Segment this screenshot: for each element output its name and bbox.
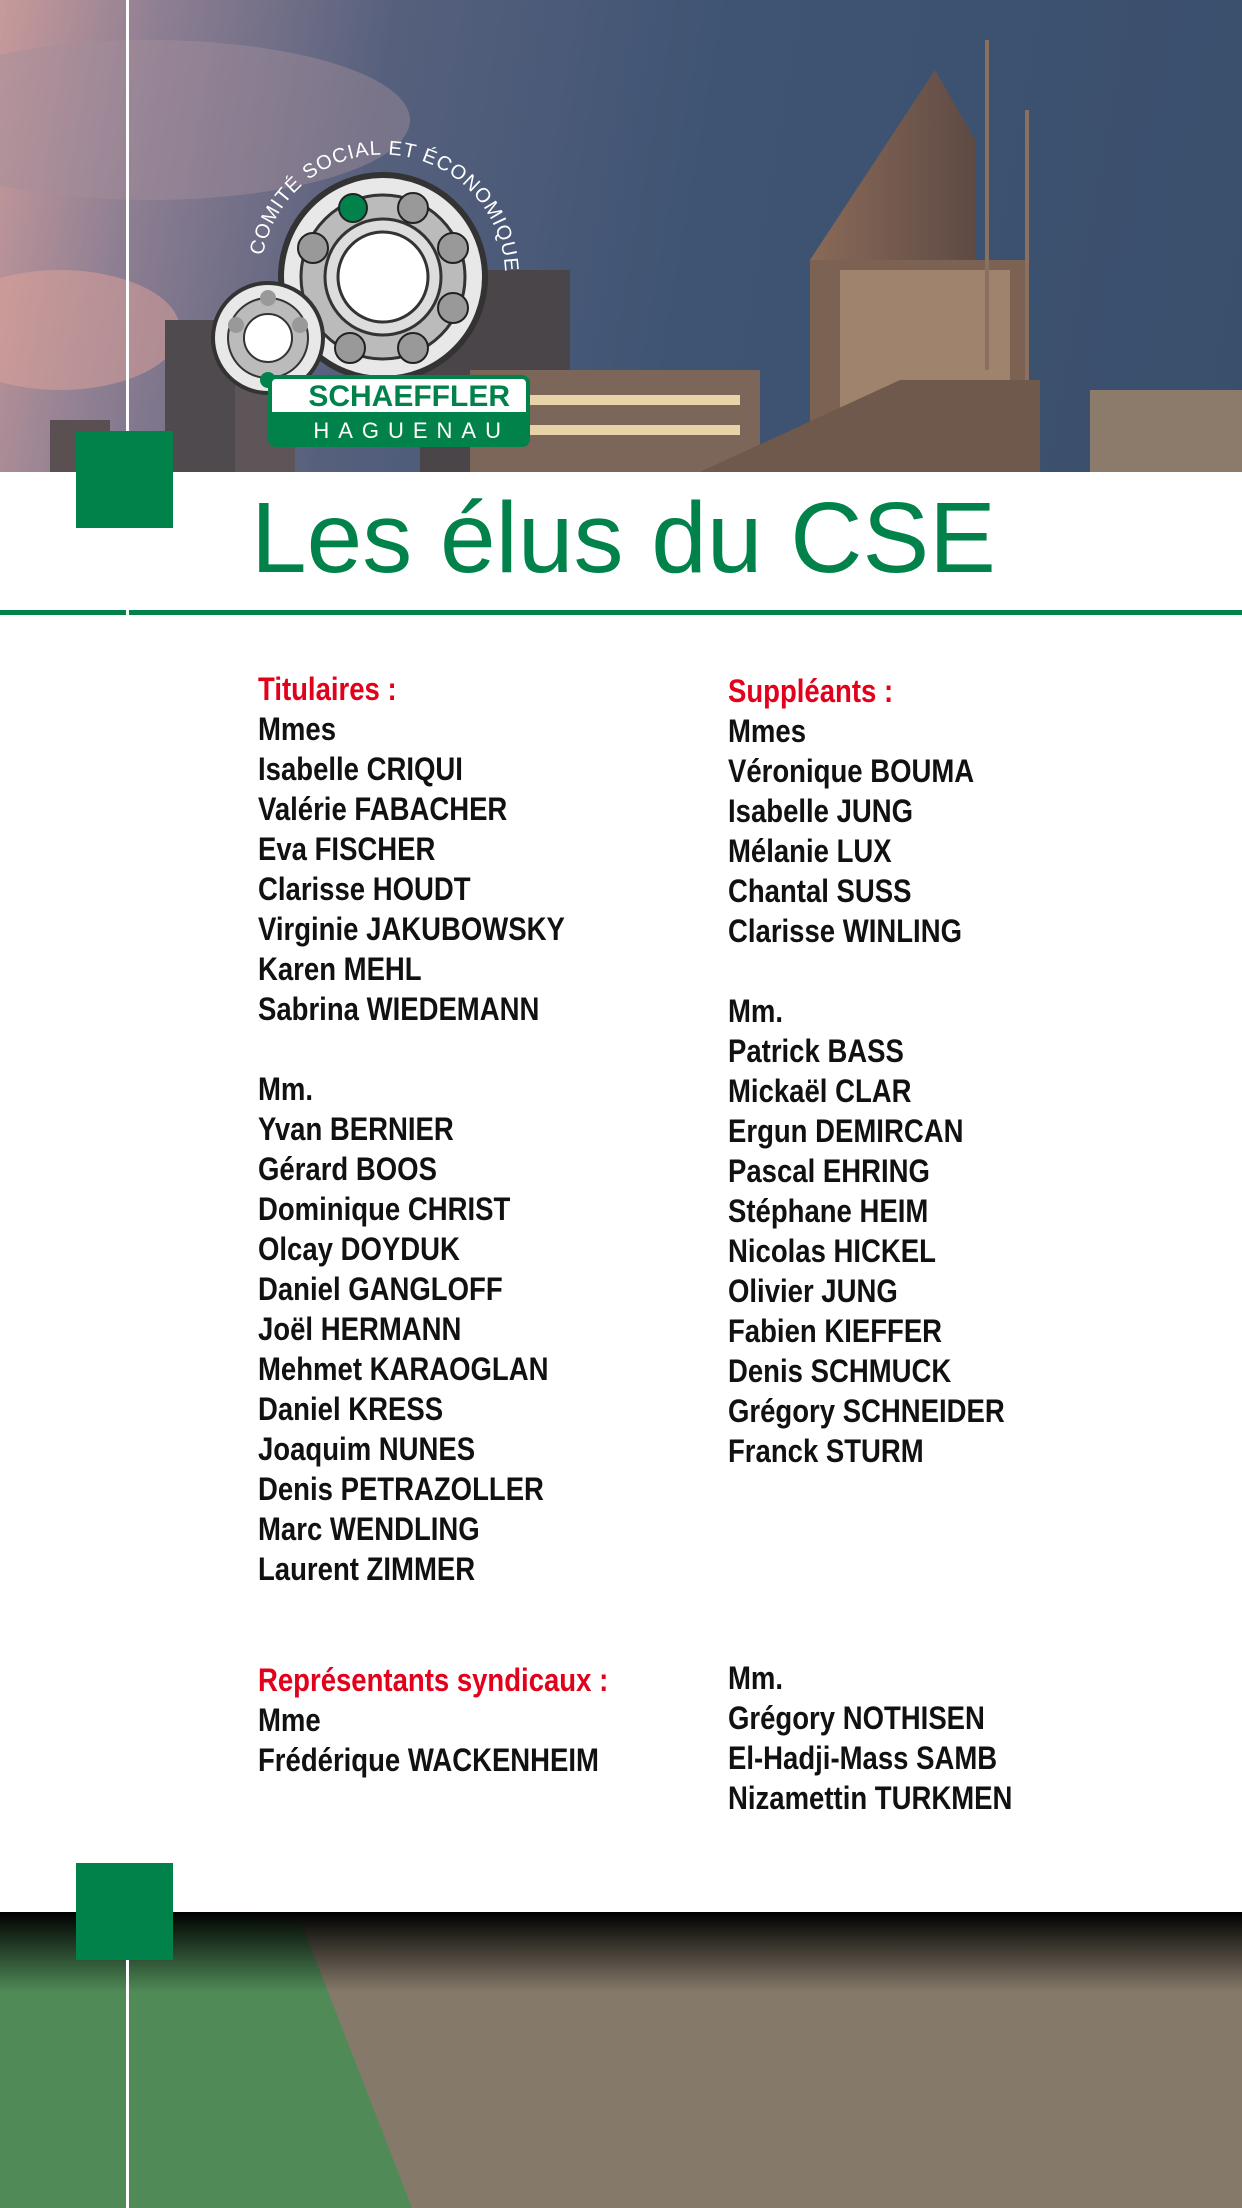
- logo-site: HAGUENAU: [313, 418, 510, 443]
- member-name: Daniel KRESS: [258, 1391, 444, 1427]
- group-label: Mmes: [258, 711, 337, 747]
- footer-ground-photo: [0, 1912, 1242, 2208]
- member-name: Franck STURM: [728, 1433, 924, 1469]
- member-name: Dominique CHRIST: [258, 1191, 511, 1227]
- member-name: Olcay DOYDUK: [258, 1231, 460, 1267]
- representants-column-women: [258, 1660, 665, 1780]
- suppleants-column: [728, 671, 1050, 1471]
- titulaires-column: [258, 669, 615, 1589]
- member-name: Valérie FABACHER: [258, 791, 508, 827]
- page-title: Les élus du CSE: [251, 482, 996, 594]
- member-name: Yvan BERNIER: [258, 1111, 454, 1147]
- member-name: Mélanie LUX: [728, 833, 892, 869]
- logo-brand: SCHAEFFLER: [308, 380, 510, 413]
- member-name: Véronique BOUMA: [728, 753, 975, 789]
- shadow: [0, 1912, 1242, 1992]
- member-name: Joaquim NUNES: [258, 1431, 476, 1467]
- representants-column-men: [728, 1658, 1059, 1818]
- member-name: Chantal SUSS: [728, 873, 912, 909]
- group-label: Mmes: [728, 713, 807, 749]
- member-name: Daniel GANGLOFF: [258, 1271, 503, 1307]
- member-name: Grégory NOTHISEN: [728, 1700, 985, 1736]
- city-skyline: [0, 0, 1242, 472]
- spacer: [728, 951, 1005, 991]
- decorative-green-square-bottom: [76, 1863, 173, 1960]
- member-name: Stéphane HEIM: [728, 1193, 929, 1229]
- member-name: Mickaël CLAR: [728, 1073, 912, 1109]
- member-name: El-Hadji-Mass SAMB: [728, 1740, 998, 1776]
- member-name: Clarisse WINLING: [728, 913, 962, 949]
- member-name: Laurent ZIMMER: [258, 1551, 476, 1587]
- header-city-photo: [0, 0, 1242, 472]
- section-heading: Représentants syndicaux :: [258, 1662, 609, 1698]
- decorative-green-square-top: [76, 431, 173, 528]
- member-name: Denis SCHMUCK: [728, 1353, 952, 1389]
- title-divider: [0, 610, 1242, 615]
- section-heading: Suppléants :: [728, 673, 894, 709]
- member-name: Nicolas HICKEL: [728, 1233, 936, 1269]
- member-name: Joël HERMANN: [258, 1311, 462, 1347]
- member-name: Fabien KIEFFER: [728, 1313, 943, 1349]
- spacer: [258, 1029, 565, 1069]
- member-name: Eva FISCHER: [258, 831, 436, 867]
- member-name: Virginie JAKUBOWSKY: [258, 911, 565, 947]
- member-name: Denis PETRAZOLLER: [258, 1471, 544, 1507]
- member-name: Sabrina WIEDEMANN: [258, 991, 540, 1027]
- group-label: Mm.: [728, 1660, 784, 1696]
- member-name: Isabelle CRIQUI: [258, 751, 463, 787]
- member-name: Karen MEHL: [258, 951, 422, 987]
- member-name: Olivier JUNG: [728, 1273, 898, 1309]
- member-name: Gérard BOOS: [258, 1151, 437, 1187]
- logo-ring-text: COMITÉ SOCIAL ET ÉCONOMIQUE: [246, 137, 523, 273]
- member-name: Ergun DEMIRCAN: [728, 1113, 964, 1149]
- section-heading: Titulaires :: [258, 671, 397, 707]
- member-name: Patrick BASS: [728, 1033, 904, 1069]
- group-label: Mm.: [258, 1071, 314, 1107]
- cse-schaeffler-logo: [200, 128, 560, 462]
- member-name: Frédérique WACKENHEIM: [258, 1742, 599, 1778]
- member-name: Clarisse HOUDT: [258, 871, 471, 907]
- member-name: Isabelle JUNG: [728, 793, 914, 829]
- member-name: Marc WENDLING: [258, 1511, 480, 1547]
- member-name: Grégory SCHNEIDER: [728, 1393, 1005, 1429]
- group-label: Mme: [258, 1702, 321, 1738]
- member-name: Nizamettin TURKMEN: [728, 1780, 1013, 1816]
- group-label: Mm.: [728, 993, 784, 1029]
- member-name: Mehmet KARAOGLAN: [258, 1351, 549, 1387]
- member-name: Pascal EHRING: [728, 1153, 930, 1189]
